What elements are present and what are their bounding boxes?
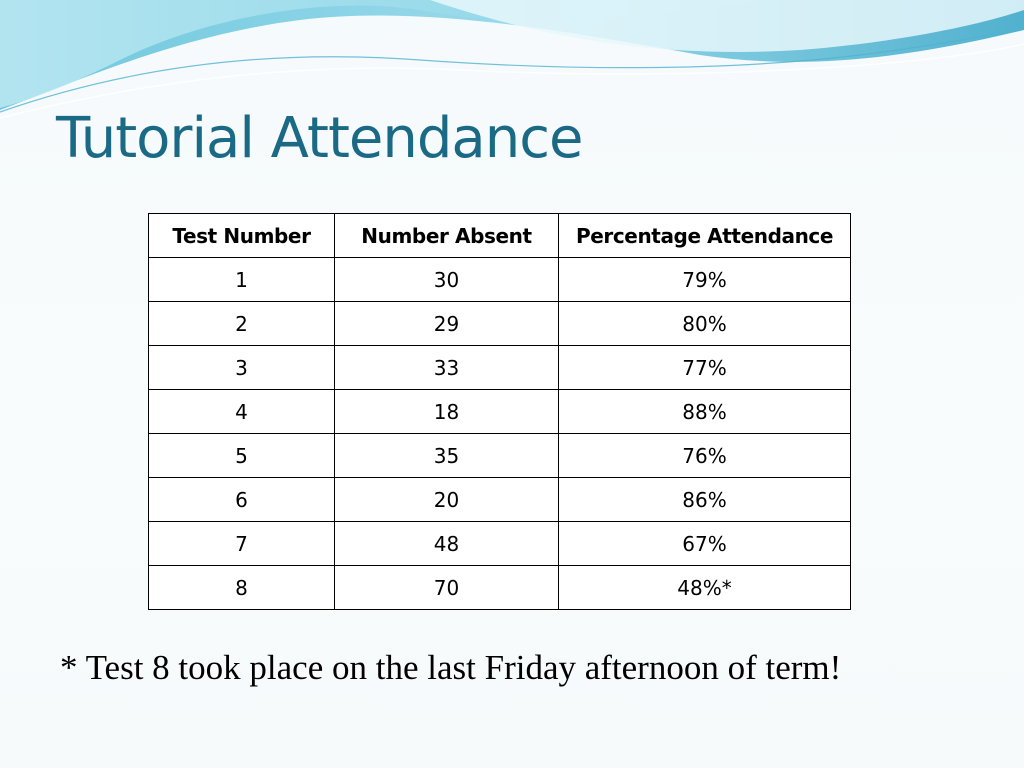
cell-percentage-attendance: 48%* xyxy=(559,566,851,610)
column-header-number-absent: Number Absent xyxy=(335,214,559,258)
table-row xyxy=(149,522,851,566)
cell-number-absent: 20 xyxy=(335,478,559,522)
cell-percentage-attendance: 77% xyxy=(559,346,851,390)
page-title: Tutorial Attendance xyxy=(56,106,583,171)
attendance-table xyxy=(148,213,851,610)
cell-number-absent: 33 xyxy=(335,346,559,390)
cell-number-absent: 48 xyxy=(335,522,559,566)
column-header-test-number: Test Number xyxy=(149,214,335,258)
cell-percentage-attendance: 79% xyxy=(559,258,851,302)
table-row xyxy=(149,390,851,434)
table-row xyxy=(149,478,851,522)
cell-test-number: 1 xyxy=(149,258,335,302)
cell-percentage-attendance: 86% xyxy=(559,478,851,522)
table-row xyxy=(149,566,851,610)
table-row xyxy=(149,434,851,478)
cell-test-number: 2 xyxy=(149,302,335,346)
cell-percentage-attendance: 67% xyxy=(559,522,851,566)
table-row xyxy=(149,258,851,302)
cell-test-number: 5 xyxy=(149,434,335,478)
table-header-row xyxy=(149,214,851,258)
cell-test-number: 3 xyxy=(149,346,335,390)
cell-test-number: 7 xyxy=(149,522,335,566)
footnote: * Test 8 took place on the last Friday afternoon of term! xyxy=(60,648,842,687)
cell-test-number: 4 xyxy=(149,390,335,434)
cell-number-absent: 29 xyxy=(335,302,559,346)
cell-test-number: 6 xyxy=(149,478,335,522)
table-row xyxy=(149,302,851,346)
cell-number-absent: 30 xyxy=(335,258,559,302)
column-header-percentage-attendance: Percentage Attendance xyxy=(559,214,851,258)
cell-percentage-attendance: 88% xyxy=(559,390,851,434)
table-row xyxy=(149,346,851,390)
cell-percentage-attendance: 80% xyxy=(559,302,851,346)
cell-number-absent: 18 xyxy=(335,390,559,434)
cell-test-number: 8 xyxy=(149,566,335,610)
cell-number-absent: 35 xyxy=(335,434,559,478)
cell-number-absent: 70 xyxy=(335,566,559,610)
cell-percentage-attendance: 76% xyxy=(559,434,851,478)
